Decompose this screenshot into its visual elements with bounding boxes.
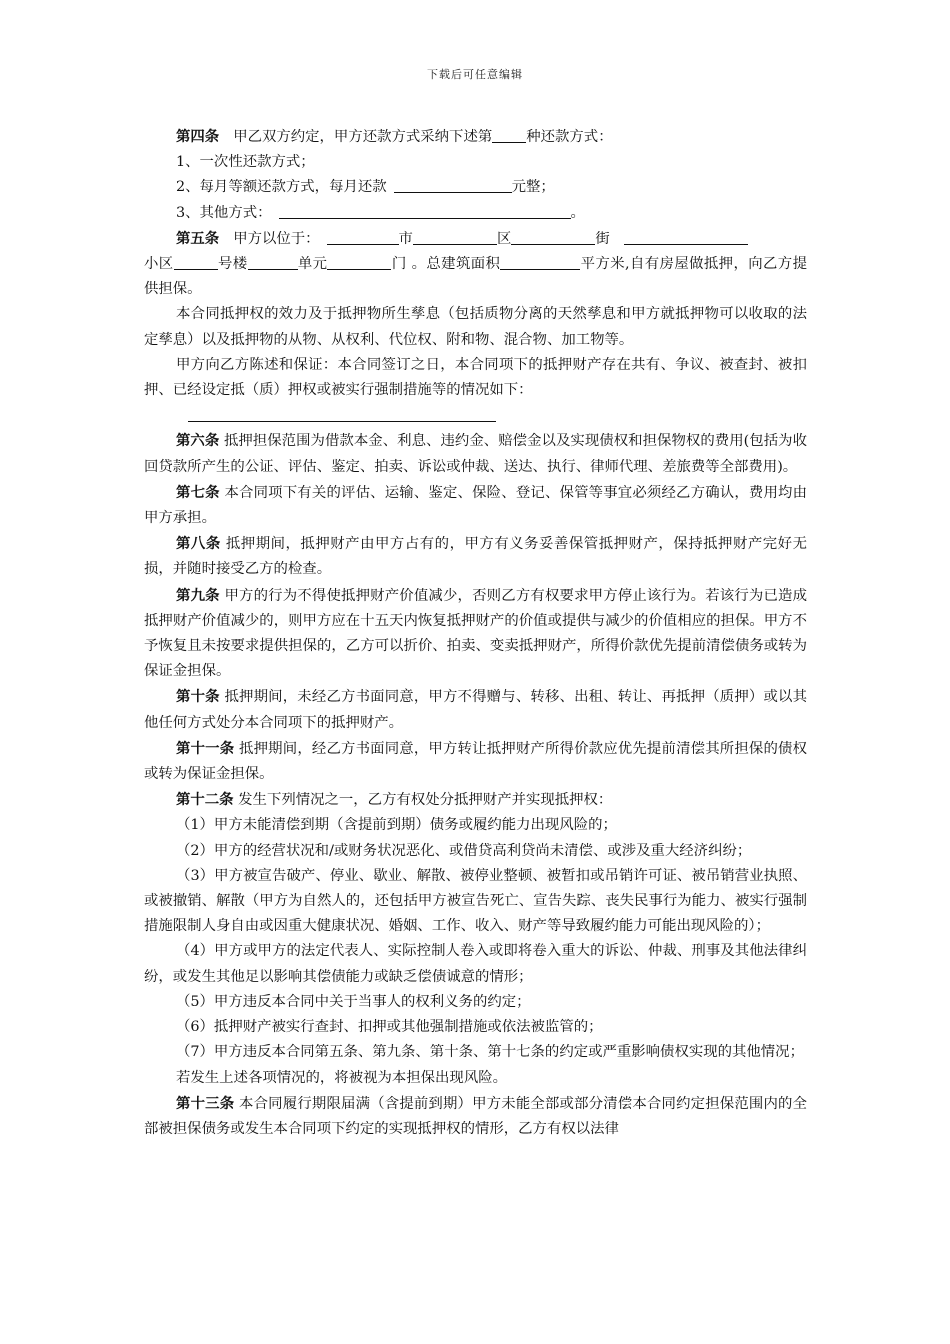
article-12-text: 发生下列情况之一，乙方有权处分抵押财产并实现抵押权： xyxy=(238,792,613,809)
article-13-title: 第十三条 xyxy=(176,1094,235,1112)
article-11-title: 第十一条 xyxy=(176,739,235,757)
page-header: 下载后可任意编辑 xyxy=(427,68,523,81)
article-7-text: 本合同项下有关的评估、运输、鉴定、保险、登记、保管等事宜必须经乙方确认，费用均由甲方承担。 xyxy=(144,484,807,527)
building-blank xyxy=(174,255,218,270)
article-4 xyxy=(144,124,807,150)
area-label: 门 。总建筑面积 xyxy=(391,256,501,273)
road-blank xyxy=(624,230,748,245)
article-11-text: 抵押期间，经乙方书面同意，甲方转让抵押财产所得价款应优先提前清偿其所担保的债权或转为保证金担保。 xyxy=(144,740,807,783)
door-blank xyxy=(327,255,391,270)
street-blank xyxy=(511,230,595,245)
article-9-text: 甲方的行为不得使抵押财产价值减少，否则乙方有权要求甲方停止该行为。若该行为已造成抵押财产价值减少的，则甲方应在十五天内恢复抵押财产的价值或提供与减少的价值相应的担保。甲方不予恢复且未按要求提供担保的，乙方可以折价、拍卖、变卖抵押财产，所得价款优先提前清偿债务或转为保证金担保。 xyxy=(144,587,807,680)
article-12-title: 第十二条 xyxy=(176,791,234,809)
article-8-title: 第八条 xyxy=(176,535,221,553)
article-11 xyxy=(144,736,807,787)
article-6-text: 抵押担保范围为借款本金、利息、违约金、赔偿金以及实现债权和担保物权的费用(包括为收回贷款所产生的公证、评估、鉴定、拍卖、诉讼或仲裁、送达、执行、律师代理、差旅费等全部费用)。 xyxy=(144,433,807,475)
article-9-title: 第九条 xyxy=(176,586,220,604)
area-blank xyxy=(500,255,580,270)
article-12-item: （2）甲方的经营状况和/或财务状况恶化、或借贷高利贷尚未清偿、或涉及重大经济纠纷； xyxy=(176,842,752,859)
article-4-text-b: 种还款方式： xyxy=(526,129,613,145)
article-5-title: 第五条 xyxy=(176,229,220,247)
article-4-item-3-text: 3、其他方式： xyxy=(176,204,272,221)
warranty-paragraph: 甲方向乙方陈述和保证：本合同签订之日，本合同项下的抵押财产存在共有、争议、被查封、被扣押、已经设定抵（质）押权或被实行强制措施等的情况如下： xyxy=(144,356,807,399)
article-12-item: （6）抵押财产被实行查封、扣押或其他强制措施或依法被监管的； xyxy=(176,1019,603,1036)
article-10-title: 第十条 xyxy=(176,688,220,706)
article-7-title: 第七条 xyxy=(176,483,220,501)
unit-blank xyxy=(248,255,298,270)
monthly-amount-blank xyxy=(394,178,512,193)
district-label: 区 xyxy=(496,230,512,247)
article-12-item: （3）甲方被宣告破产、停业、歇业、解散、被停业整顿、被暂扣或吊销许可证、被吊销营业执照、或被撤销、解散（甲方为自然人的，还包括甲方被宣告死亡、宣告失踪、丧失民事行为能力、被实行强制措施限制人身自由或因重大健康状况、婚姻、工作、收入、财产等导致履约能力可能出现风险的）； xyxy=(144,867,807,935)
article-4-title: 第四条 xyxy=(176,128,220,145)
article-9 xyxy=(144,583,807,685)
effect-paragraph: 本合同抵押权的效力及于抵押物所生孳息（包括质物分离的天然孳息和甲方就抵押物可以收取的法定孳息）以及抵押物的从物、从权利、代位权、附和物、混合物、加工物等。 xyxy=(144,306,807,348)
district-blank xyxy=(413,230,497,245)
article-12 xyxy=(144,787,807,813)
article-4-item-3-end: 。 xyxy=(570,204,585,221)
repayment-option-blank xyxy=(492,128,526,143)
article-8 xyxy=(144,531,807,582)
article-12-item: （1）甲方未能清偿到期（含提前到期）债务或履约能力出现风险的； xyxy=(176,817,617,834)
community-label: 小区 xyxy=(144,256,174,273)
article-10-text: 抵押期间，未经乙方书面同意，甲方不得赠与、转移、出租、转让、再抵押（质押）或以其他任何方式处分本合同项下的抵押财产。 xyxy=(144,689,807,731)
article-4-item-1: 1、一次性还款方式； xyxy=(176,154,315,171)
article-5 xyxy=(144,226,807,303)
article-7 xyxy=(144,480,807,531)
article-4-item-2-text: 2、每月等额还款方式，每月还款 xyxy=(176,179,387,196)
unit-label: 单元 xyxy=(297,256,328,273)
article-6-title: 第六条 xyxy=(176,432,220,450)
other-method-blank xyxy=(279,204,571,219)
article-12-item: （4）甲方或甲方的法定代表人、实际控制人卷入或即将卷入重大的诉讼、仲裁、刑事及其他法律纠纷，或发生其他足以影响其偿债能力或缺乏偿债诚意的情形； xyxy=(144,943,807,985)
article-12-closing: 若发生上述各项情况的，将被视为本担保出现风险。 xyxy=(176,1069,507,1086)
article-4-text-a: 甲乙双方约定，甲方还款方式采纳下述第 xyxy=(233,129,493,145)
article-12-item: （5）甲方违反本合同中关于当事人的权利义务的约定； xyxy=(176,993,531,1010)
warranty-blank-line xyxy=(144,403,807,428)
article-8-text: 抵押期间，抵押财产由甲方占有的，甲方有义务妥善保管抵押财产，保持抵押财产完好无损，并随时接受乙方的检查。 xyxy=(144,536,807,578)
article-13-text: 本合同履行期限届满（含提前到期）甲方未能全部或部分清偿本合同约定担保范围内的全部被担保债务或发生本合同项下约定的实现抵押权的情形，乙方有权以法律 xyxy=(144,1095,807,1137)
article-5-text-location: 甲方以位于： xyxy=(233,230,320,247)
warranty-blank-rule xyxy=(188,421,496,422)
street-label: 街 xyxy=(595,230,610,247)
article-10 xyxy=(144,684,807,735)
city-blank xyxy=(327,230,399,245)
article-4-item-2 xyxy=(144,175,807,200)
article-6 xyxy=(144,428,807,479)
article-12-item: （7）甲方违反本合同第五条、第九条、第十条、第十七条的约定或严重影响债权实现的其他情况； xyxy=(176,1044,804,1061)
building-label: 号楼 xyxy=(217,256,248,273)
article-13 xyxy=(144,1091,807,1142)
city-label: 市 xyxy=(398,230,413,247)
area-unit-text: 平方米,自有房屋做抵押，向乙方提供担保。 xyxy=(144,256,807,298)
article-4-item-3 xyxy=(144,201,807,226)
contract-body xyxy=(144,124,807,1142)
article-4-item-2-unit: 元整； xyxy=(511,179,555,196)
